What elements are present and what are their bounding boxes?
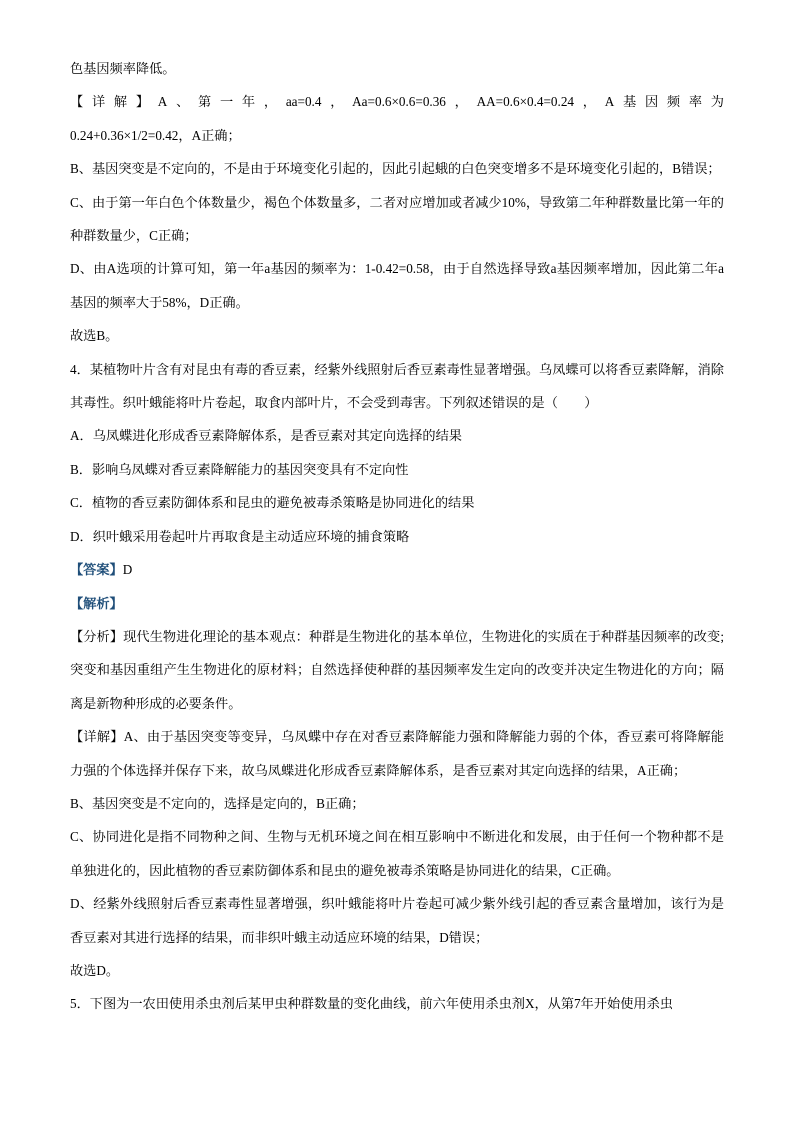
analysis-header-4 — [70, 587, 724, 620]
choice-4-a: A．乌凤蝶进化形成香豆素降解体系，是香豆素对其定向选择的结果 — [70, 428, 462, 444]
answer-line-4 — [70, 553, 724, 586]
question-stem-5: 5．下图为一农田使用杀虫剂后某甲虫种群数量的变化曲线，前六年使用杀虫剂X，从第7年开始使用杀虫 — [70, 996, 673, 1012]
answer-value: D — [122, 562, 133, 578]
document-body — [70, 52, 724, 1021]
paragraph-explanation-q4-c: C、协同进化是指不同物种之间、生物与无机环境之间在相互影响中不断进化和发展，由于任何一个物种都不是单独进化的，因此植物的香豆素防御体系和昆虫的避免被毒杀策略是协同进化的结果，C正确。 — [70, 829, 724, 878]
paragraph-conclusion-q4: 故选D。 — [70, 962, 120, 978]
paragraph-explanation-q3-a-cont: 0.24+0.36×1/2=0.42，A正确； — [70, 127, 241, 143]
question-stem-4: 4．某植物叶片含有对昆虫有毒的香豆素，经紫外线照射后香豆素毒性显著增强。乌凤蝶可以将香豆素降解，消除其毒性。织叶蛾能将叶片卷起，取食内部叶片，不会受到毒害。下列叙述错误的是（ ） — [70, 361, 724, 411]
paragraph-explanation-q4-a: 【详解】A、由于基因突变等变异，乌凤蝶中存在对香豆素降解能力强和降解能力弱的个体，香豆素可将降解能力强的个体选择并保存下来，故乌凤蝶进化形成香豆素降解体系，是香豆素对其定向选择的结果，A正确； — [70, 729, 724, 778]
paragraph-explanation-q3-d: D、由A选项的计算可知，第一年a基因的频率为：1-0.42=0.58，由于自然选择导致a基因频率增加，因此第二年a基因的频率大于58%，D正确。 — [70, 261, 724, 310]
paragraph-explanation-q3-c: C、由于第一年白色个体数量少，褐色个体数量多，二者对应增加或者减少10%，导致第二年种群数量比第一年的种群数量少，C正确； — [70, 194, 724, 244]
choice-4-b: B．影响乌凤蝶对香豆素降解能力的基因突变具有不定向性 — [70, 461, 409, 477]
paragraph-continuation: 色基因频率降低。 — [70, 61, 176, 76]
choice-4-c: C．植物的香豆素防御体系和昆虫的避免被毒杀策略是协同进化的结果 — [70, 495, 475, 511]
analysis-label: 【解析】 — [70, 595, 123, 611]
paragraph-explanation-q3-a: 【详解】A、第一年，aa=0.4，Aa=0.6×0.6=0.36，AA=0.6×0.4=0.24，A基因频率为 — [70, 94, 724, 110]
paragraph-explanation-q4-d: D、经紫外线照射后香豆素毒性显著增强，织叶蛾能将叶片卷起可减少紫外线引起的香豆素含量增加，该行为是香豆素对其进行选择的结果，而非织叶蛾主动适应环境的结果，D错误； — [70, 896, 724, 945]
paragraph-analysis-4: 【分析】现代生物进化理论的基本观点：种群是生物进化的基本单位，生物进化的实质在于种群基因频率的改变;突变和基因重组产生生物进化的原材料；自然选择使种群的基因频率发生定向的改变并决定生物进化的方向；隔离是新物种形成的必要条件。 — [70, 628, 724, 711]
choice-4-d: D．织叶蛾采用卷起叶片再取食是主动适应环境的捕食策略 — [70, 528, 410, 544]
paragraph-explanation-q4-b: B、基因突变是不定向的，选择是定向的，B正确； — [70, 795, 365, 811]
answer-label: 【答案】 — [70, 562, 123, 578]
paragraph-explanation-q3-b: B、基因突变是不定向的，不是由于环境变化引起的，因此引起蛾的白色突变增多不是环境变化引起的，B错误； — [70, 161, 721, 177]
paragraph-conclusion-q3: 故选B。 — [70, 328, 119, 344]
